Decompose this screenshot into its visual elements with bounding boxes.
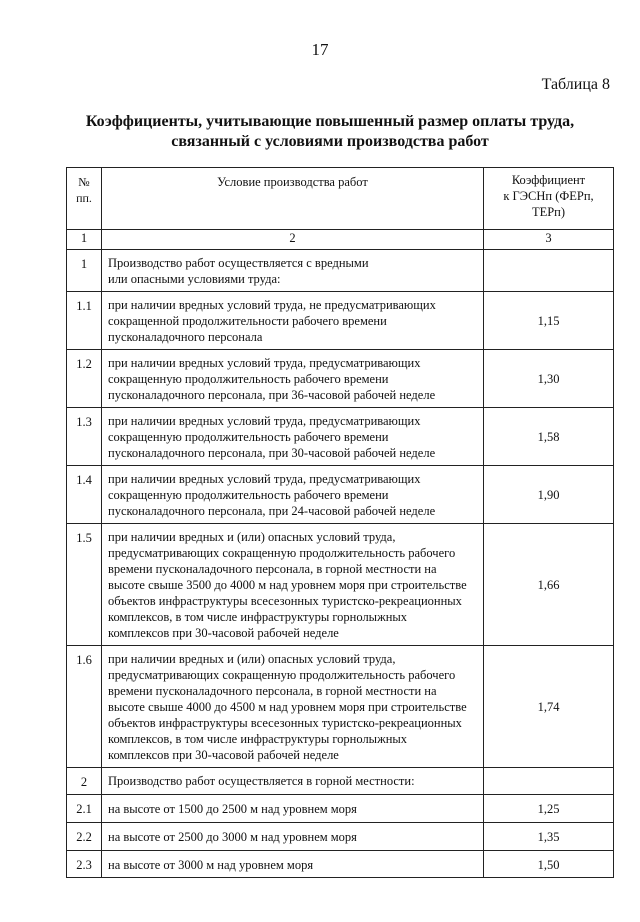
row-number: 2.2 [67, 823, 102, 851]
row-condition [102, 466, 484, 524]
row-number: 1.3 [67, 408, 102, 466]
condition-line: пусконаладочного персонала, при 24-часовой рабочей неделе [108, 504, 436, 518]
row-coefficient [484, 250, 614, 292]
condition-line: на высоте от 1500 до 2500 м над уровнем моря [108, 802, 357, 816]
table-row [67, 823, 614, 851]
coefficients-table [66, 167, 614, 878]
condition-line: предусматривающих сокращенную продолжительность рабочего [108, 668, 456, 682]
header-coefficient [484, 168, 614, 230]
condition-line: или опасными условиями труда: [108, 272, 281, 286]
condition-line: на высоте от 3000 м над уровнем моря [108, 857, 314, 872]
condition-line: высоте свыше 3500 до 4000 м над уровнем моря при строительстве [108, 578, 467, 592]
row-coefficient: 1,15 [484, 292, 614, 350]
condition-line: объектов инфраструктуры всесезонных туристско-рекреационных [108, 716, 462, 730]
row-number: 1 [67, 250, 102, 292]
condition-line: комплексов, в том числе инфраструктуры горнолыжных [108, 610, 408, 624]
document-title [80, 112, 580, 152]
row-coefficient: 1,50 [484, 851, 614, 878]
header-number-line: № [78, 175, 90, 189]
column-index: 1 [67, 230, 102, 250]
row-condition [102, 524, 484, 646]
header-coefficient-line: Коэффициент [511, 173, 586, 187]
row-number: 2.1 [67, 795, 102, 823]
row-coefficient: 1,35 [484, 823, 614, 851]
row-coefficient: 1,30 [484, 350, 614, 408]
condition-line: комплексов, в том числе инфраструктуры горнолыжных [108, 732, 408, 746]
row-condition [102, 250, 484, 292]
condition-line: сокращенной продолжительности рабочего времени [108, 314, 387, 328]
row-number: 1.2 [67, 350, 102, 408]
row-condition [102, 292, 484, 350]
row-coefficient: 1,25 [484, 795, 614, 823]
table-row [67, 466, 614, 524]
row-coefficient: 1,74 [484, 646, 614, 768]
table-row [67, 250, 614, 292]
row-condition [102, 646, 484, 768]
condition-line: Производство работ осуществляется в горной местности: [108, 774, 415, 788]
table-row [67, 408, 614, 466]
header-row [67, 168, 614, 230]
condition-line: при наличии вредных условий труда, предусматривающих [108, 414, 421, 428]
condition-line: сокращенную продолжительность рабочего времени [108, 372, 389, 386]
condition-line: сокращенную продолжительность рабочего времени [108, 430, 389, 444]
row-number: 2 [67, 768, 102, 795]
table-row [67, 795, 614, 823]
table-row [67, 292, 614, 350]
row-number: 2.3 [67, 851, 102, 878]
row-coefficient [484, 768, 614, 795]
column-index: 2 [102, 230, 484, 250]
row-number: 1.4 [67, 466, 102, 524]
row-number: 1.5 [67, 524, 102, 646]
row-coefficient: 1,66 [484, 524, 614, 646]
table-label: Таблица 8 [541, 76, 610, 93]
condition-line: при наличии вредных условий труда, предусматривающих [108, 356, 421, 370]
condition-line: времени пусконаладочного персонала, в горной местности на [108, 562, 437, 576]
row-condition [102, 851, 484, 878]
condition-line: при наличии вредных условий труда, предусматривающих [108, 472, 421, 486]
condition-line: предусматривающих сокращенную продолжительность рабочего [108, 546, 456, 560]
row-number: 1.1 [67, 292, 102, 350]
table-row [67, 646, 614, 768]
table-row [67, 851, 614, 878]
condition-line: пусконаладочного персонала, при 30-часовой рабочей неделе [108, 446, 436, 460]
condition-line: при наличии вредных условий труда, не предусматривающих [108, 298, 436, 312]
row-condition [102, 408, 484, 466]
table-row [67, 524, 614, 646]
row-coefficient: 1,58 [484, 408, 614, 466]
condition-line: пусконаладочного персонала [108, 330, 263, 344]
title-line-2: связанный с условиями производства работ [171, 133, 489, 150]
header-number-line: пп. [76, 191, 92, 205]
condition-line: времени пусконаладочного персонала, в горной местности на [108, 684, 437, 698]
header-number [67, 168, 102, 230]
condition-line: при наличии вредных и (или) опасных условий труда, [108, 652, 396, 666]
row-number: 1.6 [67, 646, 102, 768]
condition-line: высоте свыше 4000 до 4500 м над уровнем моря при строительстве [108, 700, 467, 714]
condition-line: при наличии вредных и (или) опасных условий труда, [108, 530, 396, 544]
column-index-row [67, 230, 614, 250]
condition-line: на высоте от 2500 до 3000 м над уровнем моря [108, 830, 357, 844]
header-condition: Условие производства работ [102, 168, 484, 230]
condition-line: сокращенную продолжительность рабочего времени [108, 488, 389, 502]
table-row [67, 350, 614, 408]
row-coefficient: 1,90 [484, 466, 614, 524]
title-line-1: Коэффициенты, учитывающие повышенный размер оплаты труда, [85, 113, 575, 130]
row-condition [102, 350, 484, 408]
page-number: 17 [311, 40, 329, 59]
condition-line: комплексов при 30-часовой рабочей неделе [108, 748, 339, 762]
condition-line: комплексов при 30-часовой рабочей неделе [108, 626, 339, 640]
header-coefficient-line: ТЕРп) [531, 205, 566, 219]
row-condition [102, 768, 484, 795]
header-coefficient-line: к ГЭСНп (ФЕРп, [503, 189, 594, 203]
condition-line: объектов инфраструктуры всесезонных туристско-рекреационных [108, 594, 462, 608]
row-condition [102, 795, 484, 823]
condition-line: пусконаладочного персонала, при 36-часовой рабочей неделе [108, 388, 436, 402]
table-row [67, 768, 614, 795]
row-condition [102, 823, 484, 851]
column-index: 3 [484, 230, 614, 250]
condition-line: Производство работ осуществляется с вредными [108, 256, 369, 270]
